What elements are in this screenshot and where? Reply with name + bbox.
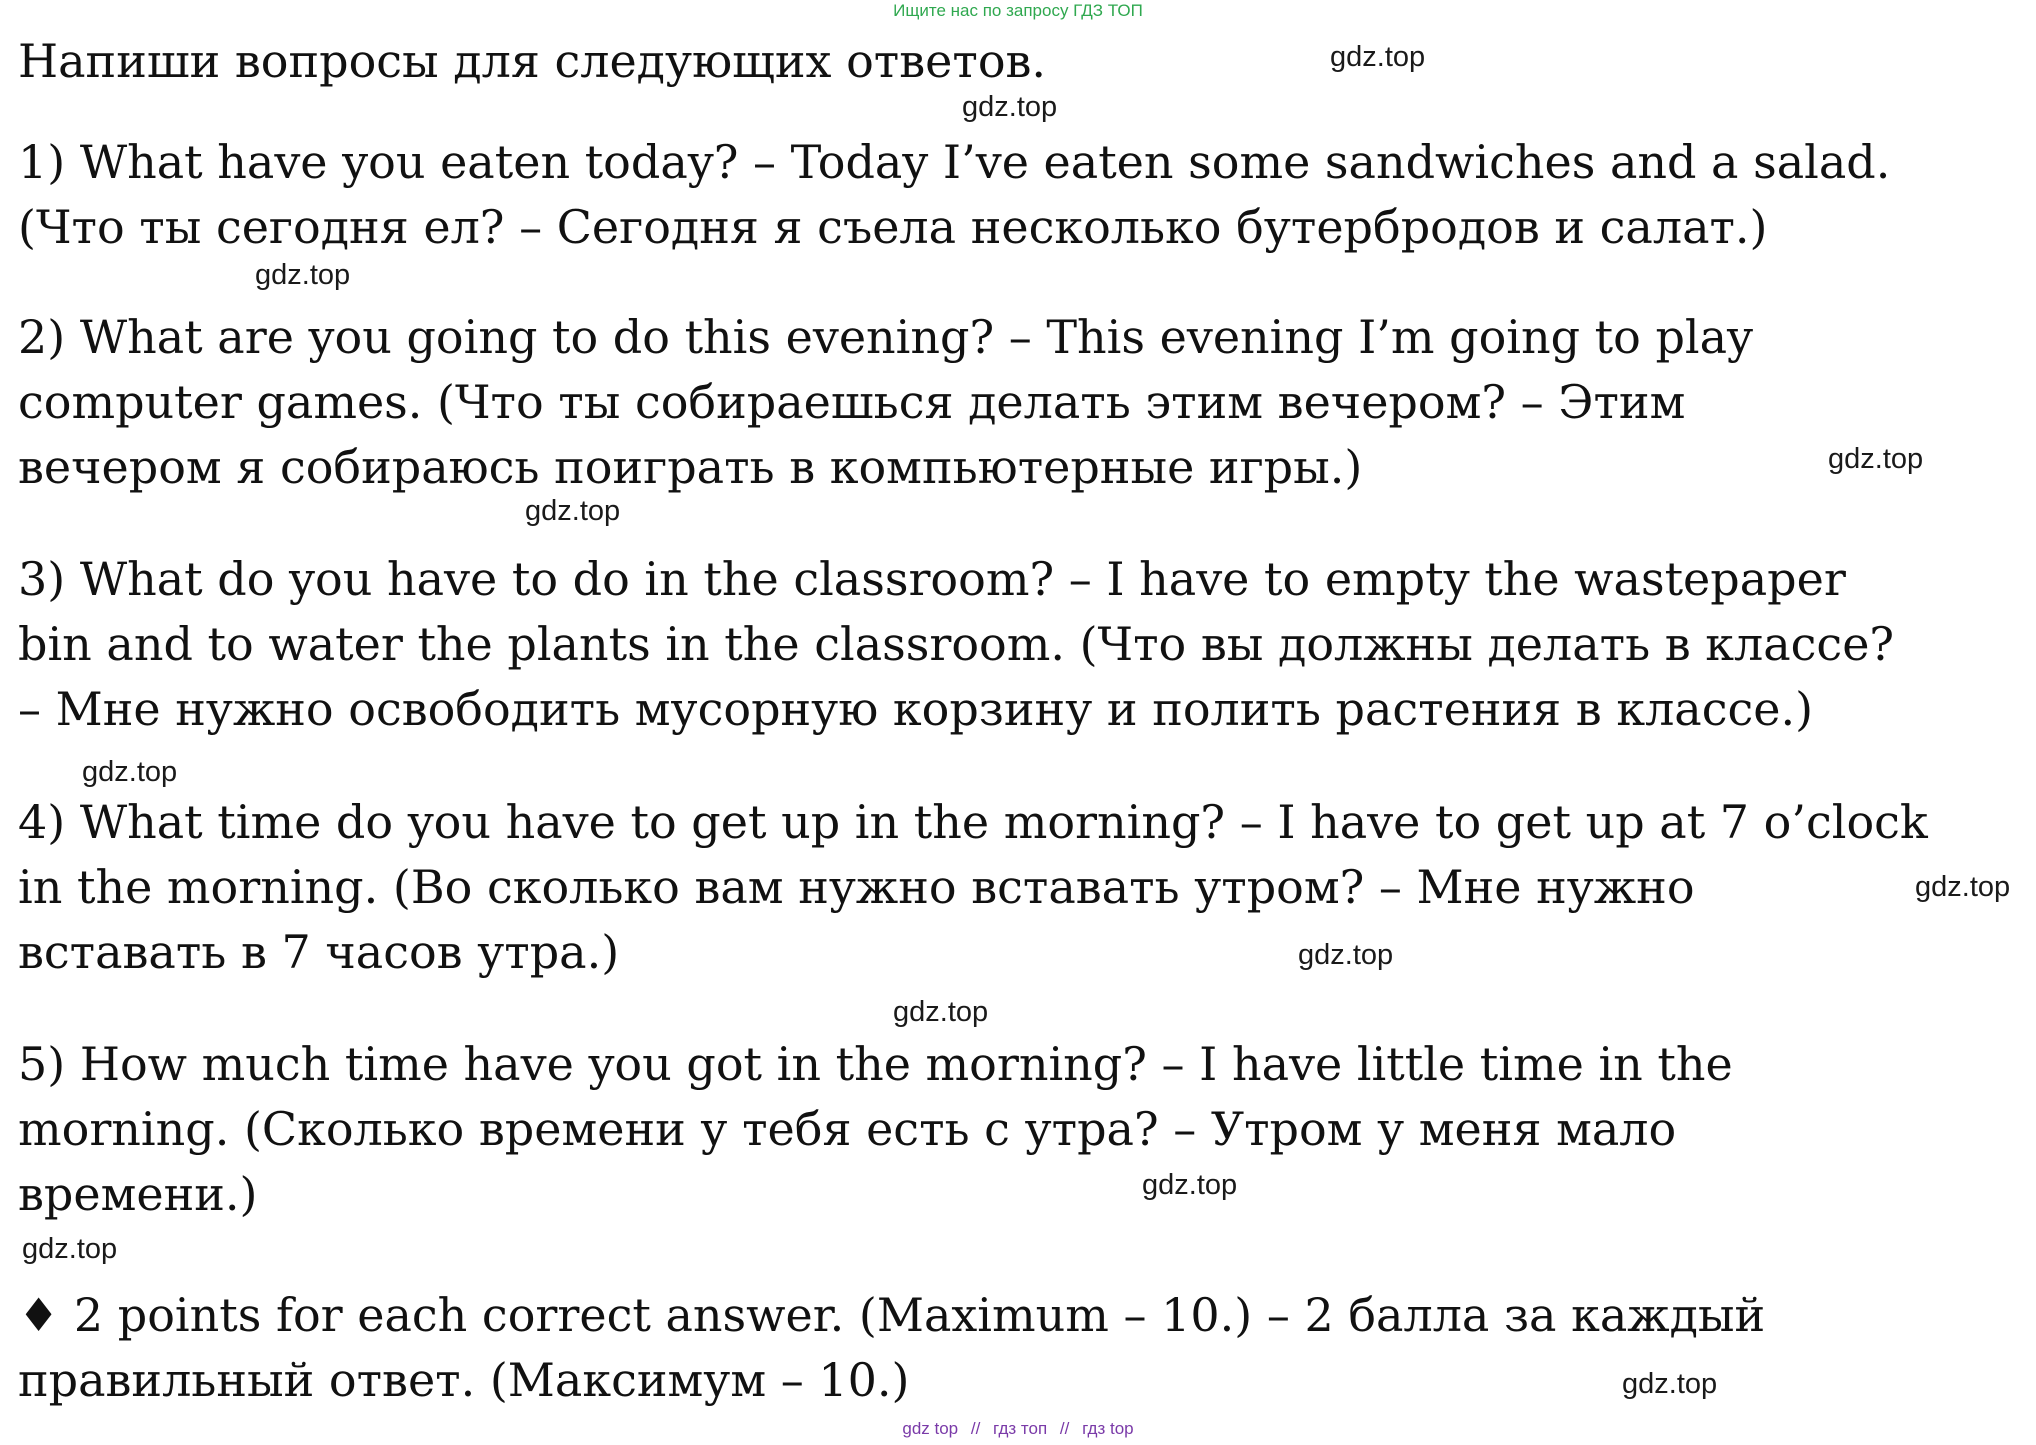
watermark: gdz.top	[1915, 871, 2011, 903]
footer-links	[0, 1418, 2036, 1440]
text-line: 1) What have you eaten today? – Today I’ve eaten some sandwiches and a salad.	[18, 135, 1891, 189]
watermark: gdz.top	[82, 756, 178, 788]
footer-separator: //	[970, 1419, 981, 1438]
text-line: ♦ 2 points for each correct answer. (Maximum – 10.) – 2 балла за каждый	[18, 1288, 1766, 1342]
text-line: (Что ты сегодня ел? – Сегодня я съела несколько бутербродов и салат.)	[18, 200, 1768, 254]
watermark: gdz.top	[1298, 939, 1394, 971]
text-line: 5) How much time have you got in the morning? – I have little time in the	[18, 1037, 1733, 1091]
watermark: gdz.top	[962, 91, 1058, 123]
watermark: gdz.top	[22, 1233, 118, 1265]
text-line: 2) What are you going to do this evening? – This evening I’m going to play	[18, 310, 1754, 364]
footer-separator: //	[1059, 1419, 1070, 1438]
text-line: 4) What time do you have to get up in the morning? – I have to get up at 7 o’clock	[18, 795, 1928, 849]
text-line: – Мне нужно освободить мусорную корзину и полить растения в классе.)	[18, 682, 1814, 736]
text-line: bin and to water the plants in the classroom. (Что вы должны делать в классе?	[18, 617, 1895, 671]
text-line: времени.)	[18, 1167, 258, 1221]
scoring-note	[18, 1283, 1765, 1413]
text-line: computer games. (Что ты собираешься делать этим вечером? – Этим	[18, 375, 1686, 429]
text-line: правильный ответ. (Максимум – 10.)	[18, 1353, 910, 1407]
footer-link[interactable]: гдз топ	[993, 1419, 1048, 1438]
text-line: in the morning. (Во сколько вам нужно вставать утром? – Мне нужно	[18, 860, 1695, 914]
footer-link[interactable]: гдз top	[1082, 1419, 1134, 1438]
page-title: Напиши вопросы для следующих ответов.	[18, 34, 1047, 88]
text-line: вечером я собираюсь поиграть в компьютерные игры.)	[18, 440, 1363, 494]
top-banner: Ищите нас по запросу ГДЗ ТОП	[893, 1, 1143, 20]
footer-link[interactable]: gdz top	[902, 1419, 959, 1438]
watermark: gdz.top	[1622, 1368, 1718, 1400]
watermark: gdz.top	[1330, 41, 1426, 73]
watermark: gdz.top	[1828, 443, 1924, 475]
answer-item-4	[18, 790, 1928, 985]
watermark: gdz.top	[255, 259, 351, 291]
watermark: gdz.top	[893, 996, 989, 1028]
answer-item-3	[18, 547, 1894, 742]
text-line: вставать в 7 часов утра.)	[18, 925, 620, 979]
answer-item-1	[18, 130, 1890, 260]
answer-item-5	[18, 1032, 1733, 1227]
watermark: gdz.top	[1142, 1169, 1238, 1201]
text-line: morning. (Сколько времени у тебя есть с утра? – Утром у меня мало	[18, 1102, 1677, 1156]
watermark: gdz.top	[525, 495, 621, 527]
answer-item-2	[18, 305, 1753, 500]
text-line: 3) What do you have to do in the classroom? – I have to empty the wastepaper	[18, 552, 1846, 606]
